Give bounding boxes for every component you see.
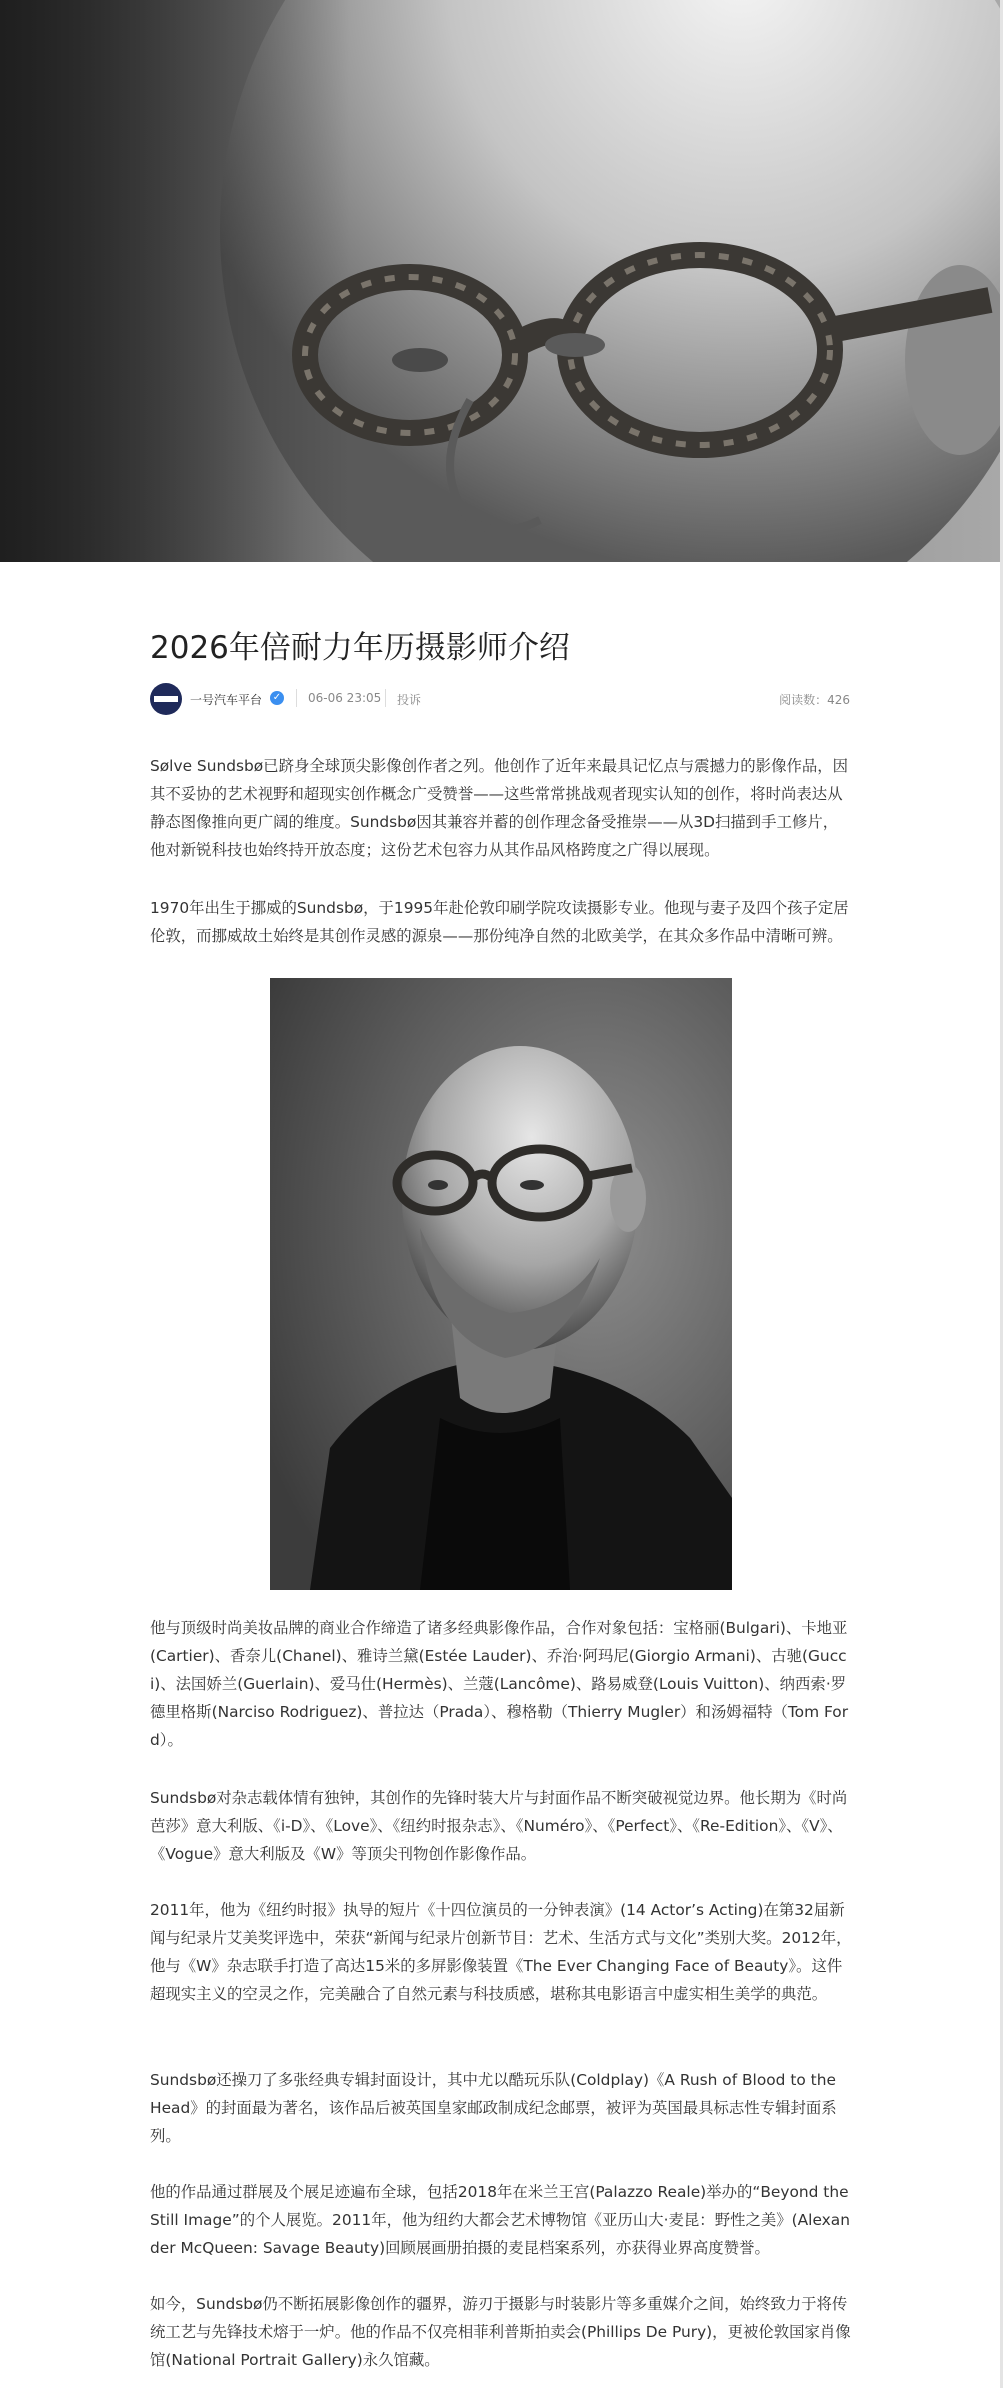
article-meta-bar (150, 683, 852, 715)
read-count: 阅读数：426 (779, 693, 850, 707)
author-name[interactable]: 一号汽车平台 (190, 693, 263, 707)
article-paragraph: 他与顶级时尚美妆品牌的商业合作缔造了诸多经典影像作品，合作对象包括：宝格丽(Bulgari)、卡地亚(Cartier)、香奈儿(Chanel)、雅诗兰黛(Estée Lauder)、乔治·阿玛尼(Giorgio Armani)、古驰(Gucci)、法国娇兰(Guerlain)、爱马仕(Hermès)、兰蔻(Lancôme)、路易威登(Louis Vuitton)、纳西索·罗德里格斯(Narciso Rodriguez)、普拉达（Prada）、穆格勒（Thierry Mugler）和汤姆福特（Tom Ford）。 (150, 1619, 849, 1749)
meta-divider (296, 689, 297, 707)
article-title: 2026年倍耐力年历摄影师介绍 (150, 630, 570, 666)
article-paragraph: Sundsbø对杂志载体情有独钟，其创作的先锋时装大片与封面作品不断突破视觉边界。他长期为《时尚芭莎》意大利版、《i-D》、《Love》、《纽约时报杂志》、《Numéro》、《Perfect》、《Re-Edition》、《V》、《Vogue》意大利版及《W》等顶尖刊物创作影像作品。 (150, 1789, 848, 1863)
meta-divider (385, 689, 386, 707)
verified-icon: ✓ (270, 691, 284, 705)
article-paragraph: 2011年，他为《纽约时报》执导的短片《十四位演员的一分钟表演》(14 Actor’s Acting)在第32届新闻与纪录片艾美奖评选中，荣获“新闻与纪录片创新节目：艺术、生活方式与文化”类别大奖。2012年，他与《W》杂志联手打造了高达15米的多屏影像装置《The Ever Changing Face of Beauty》。这件超现实主义的空灵之作，完美融合了自然元素与科技质感，堪称其电影语言中虚实相生美学的典范。 (150, 1901, 852, 2003)
article-paragraph: 如今，Sundsbø仍不断拓展影像创作的疆界，游刃于摄影与时装影片等多重媒介之间，始终致力于将传统工艺与先锋技术熔于一炉。他的作品不仅亮相菲利普斯拍卖会(Phillips De Pury)，更被伦敦国家肖像馆(National Portrait Gallery)永久馆藏。 (150, 2295, 851, 2369)
publish-date: 06-06 23:05 (308, 691, 382, 705)
hero-portrait-image (0, 0, 1000, 562)
article-paragraph: 1970年出生于挪威的Sundsbø，于1995年赴伦敦印刷学院攻读摄影专业。他现与妻子及四个孩子定居伦敦，而挪威故土始终是其创作灵感的源泉——那份纯净自然的北欧美学，在其众多作品中清晰可辨。 (150, 899, 849, 945)
author-avatar[interactable] (150, 683, 182, 715)
article-paragraph: 他的作品通过群展及个展足迹遍布全球，包括2018年在米兰王宫(Palazzo Reale)举办的“Beyond the Still Image”的个人展览。2011年，他为纽约大都会艺术博物馆《亚历山大·麦昆：野性之美》(Alexander McQueen: Savage Beauty)回顾展画册拍摄的麦昆档案系列，亦获得业界高度赞誉。 (150, 2183, 850, 2257)
article-paragraph: Sølve Sundsbø已跻身全球顶尖影像创作者之列。他创作了近年来最具记忆点与震撼力的影像作品，因其不妥协的艺术视野和超现实创作概念广受赞誉——这些常常挑战观者现实认知的创作，将时尚表达从静态图像推向更广阔的维度。Sundsbø因其兼容并蓄的创作理念备受推崇——从3D扫描到手工修片，他对新锐科技也始终持开放态度；这份艺术包容力从其作品风格跨度之广得以展现。 (150, 757, 849, 859)
inline-portrait-image (270, 978, 732, 1590)
article-paragraph: Sundsbø还操刀了多张经典专辑封面设计，其中尤以酷玩乐队(Coldplay)《A Rush of Blood to the Head》的封面最为著名，该作品后被英国皇家邮政制成纪念邮票，被评为英国最具标志性专辑封面系列。 (150, 2071, 837, 2145)
report-link[interactable]: 投诉 (397, 693, 422, 707)
